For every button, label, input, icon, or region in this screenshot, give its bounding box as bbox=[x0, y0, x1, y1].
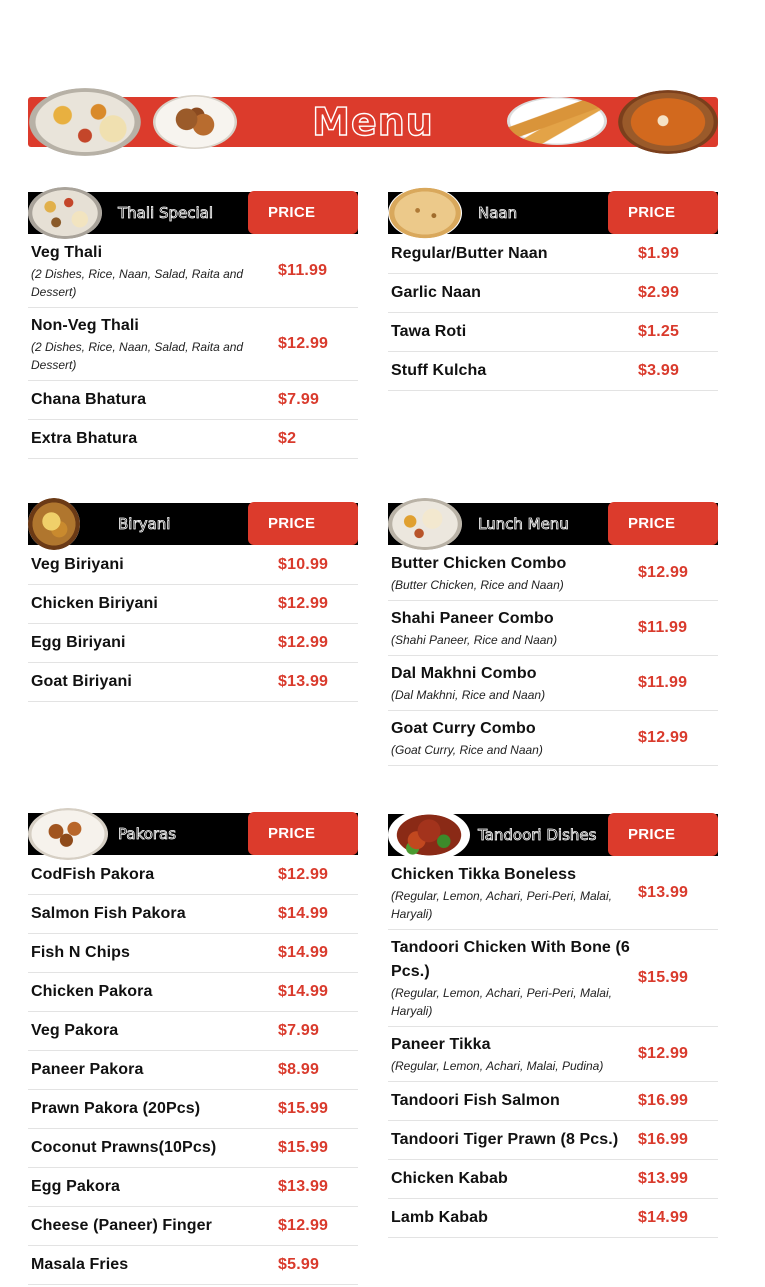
menu-item-name: Regular/Butter Naan bbox=[391, 245, 548, 262]
menu-item-row bbox=[28, 895, 358, 934]
menu-item-price: $8.99 bbox=[278, 1061, 320, 1078]
menu-item-info bbox=[31, 1253, 278, 1277]
menu-item-row bbox=[28, 1246, 358, 1285]
menu-item-info bbox=[31, 863, 278, 887]
menu-item-price: $11.99 bbox=[638, 619, 688, 636]
menu-item-price: $11.99 bbox=[638, 674, 688, 691]
menu-item-info bbox=[391, 242, 638, 266]
menu-item-name: Chicken Kabab bbox=[391, 1170, 508, 1187]
menu-item-name: Egg Biriyani bbox=[31, 634, 126, 651]
menu-item-description: (2 Dishes, Rice, Naan, Salad, Raita and Dessert) bbox=[31, 340, 244, 372]
menu-item-price: $12.99 bbox=[278, 335, 329, 352]
menu-item-price: $13.99 bbox=[638, 884, 689, 901]
menu-item-info bbox=[31, 1136, 278, 1160]
price-header: PRICE bbox=[608, 813, 718, 856]
menu-item-name: Chicken Biriyani bbox=[31, 595, 158, 612]
naan-image bbox=[388, 187, 462, 239]
menu-item-row bbox=[28, 663, 358, 702]
thali-image bbox=[28, 187, 102, 239]
menu-item-info bbox=[391, 1033, 638, 1075]
menu-item-name: Tawa Roti bbox=[391, 323, 467, 340]
price-header: PRICE bbox=[248, 812, 358, 855]
menu-item-row bbox=[28, 1012, 358, 1051]
menu-item-price: $12.99 bbox=[278, 866, 329, 883]
section-pakoras bbox=[28, 812, 358, 1285]
menu-item-price: $15.99 bbox=[638, 969, 689, 986]
section-naan bbox=[388, 191, 718, 391]
section-lunch-menu bbox=[388, 502, 718, 766]
price-header: PRICE bbox=[608, 191, 718, 234]
menu-item-name: Extra Bhatura bbox=[31, 430, 138, 447]
section-title: Tandoori Dishes bbox=[478, 826, 597, 844]
menu-item-price: $14.99 bbox=[278, 983, 329, 1000]
menu-item-row bbox=[28, 973, 358, 1012]
menu-item-row bbox=[28, 381, 358, 420]
menu-item-row bbox=[388, 235, 718, 274]
menu-item-row bbox=[28, 1129, 358, 1168]
menu-item-info bbox=[31, 427, 278, 451]
menu-item-price: $13.99 bbox=[638, 1170, 689, 1187]
menu-item-name: Tandoori Tiger Prawn (8 Pcs.) bbox=[391, 1131, 619, 1148]
menu-item-name: Dal Makhni Combo bbox=[391, 665, 537, 682]
menu-item-info bbox=[31, 1097, 278, 1121]
section-header bbox=[28, 191, 358, 235]
menu-item-row bbox=[388, 1027, 718, 1082]
menu-item-description: (Dal Makhni, Rice and Naan) bbox=[391, 688, 546, 702]
menu-item-price: $12.99 bbox=[638, 729, 689, 746]
menu-item-name: CodFish Pakora bbox=[31, 866, 155, 883]
tandoori-chicken-image bbox=[388, 809, 470, 861]
menu-item-price: $12.99 bbox=[638, 1045, 689, 1062]
menu-item-info bbox=[31, 1058, 278, 1082]
menu-item-info bbox=[31, 1214, 278, 1238]
menu-item-name: Veg Pakora bbox=[31, 1022, 119, 1039]
menu-item-info bbox=[391, 320, 638, 344]
menu-item-name: Non-Veg Thali bbox=[31, 317, 139, 334]
menu-item-row bbox=[28, 1168, 358, 1207]
menu-item-price: $12.99 bbox=[278, 595, 329, 612]
menu-item-description: (Regular, Lemon, Achari, Malai, Pudina) bbox=[391, 1059, 604, 1073]
menu-item-name: Cheese (Paneer) Finger bbox=[31, 1217, 212, 1234]
menu-item-info bbox=[391, 662, 638, 704]
menu-item-price: $14.99 bbox=[638, 1209, 689, 1226]
menu-item-price: $11.99 bbox=[278, 262, 328, 279]
menu-item-row bbox=[388, 313, 718, 352]
menu-item-price: $2.99 bbox=[638, 284, 680, 301]
menu-item-info bbox=[31, 1019, 278, 1043]
menu-item-info bbox=[31, 241, 278, 301]
menu-item-name: Masala Fries bbox=[31, 1256, 129, 1273]
section-tandoori-dishes bbox=[388, 813, 718, 1238]
menu-item-price: $13.99 bbox=[278, 1178, 329, 1195]
menu-item-row bbox=[388, 352, 718, 391]
section-header bbox=[28, 502, 358, 546]
menu-item-info bbox=[391, 863, 638, 923]
menu-item-price: $15.99 bbox=[278, 1139, 329, 1156]
menu-item-name: Tandoori Chicken With Bone (6 Pcs.) bbox=[391, 939, 630, 980]
menu-item-info bbox=[391, 607, 638, 649]
menu-item-name: Fish N Chips bbox=[31, 944, 130, 961]
menu-item-row bbox=[388, 857, 718, 930]
section-title: Thali Special bbox=[118, 204, 214, 222]
menu-item-price: $12.99 bbox=[278, 1217, 329, 1234]
menu-item-price: $1.99 bbox=[638, 245, 680, 262]
menu-item-info bbox=[391, 552, 638, 594]
menu-item-row bbox=[388, 1082, 718, 1121]
menu-item-row bbox=[28, 1090, 358, 1129]
menu-item-row bbox=[388, 1199, 718, 1238]
menu-item-row bbox=[388, 930, 718, 1027]
menu-item-name: Lamb Kabab bbox=[391, 1209, 489, 1226]
menu-item-info bbox=[391, 359, 638, 383]
menu-item-info bbox=[31, 980, 278, 1004]
menu-item-name: Garlic Naan bbox=[391, 284, 482, 301]
menu-item-name: Paneer Pakora bbox=[31, 1061, 144, 1078]
menu-item-name: Stuff Kulcha bbox=[391, 362, 487, 379]
menu-item-info bbox=[31, 553, 278, 577]
menu-item-price: $13.99 bbox=[278, 673, 329, 690]
menu-item-info bbox=[31, 592, 278, 616]
pakora-plate-image bbox=[153, 95, 237, 149]
menu-item-name: Goat Curry Combo bbox=[391, 720, 536, 737]
menu-item-row bbox=[28, 420, 358, 459]
menu-item-price: $7.99 bbox=[278, 391, 320, 408]
menu-item-row bbox=[388, 546, 718, 601]
menu-item-info bbox=[391, 717, 638, 759]
thali-plate-image bbox=[29, 88, 141, 156]
section-title: Biryani bbox=[118, 515, 171, 533]
menu-item-row bbox=[388, 1160, 718, 1199]
menu-item-description: (Butter Chicken, Rice and Naan) bbox=[391, 578, 564, 592]
section-title: Naan bbox=[478, 204, 518, 222]
section-header bbox=[388, 502, 718, 546]
menu-item-row bbox=[28, 546, 358, 585]
menu-item-info bbox=[391, 1089, 638, 1113]
menu-item-row bbox=[388, 711, 718, 766]
menu-item-price: $12.99 bbox=[638, 564, 689, 581]
menu-item-price: $1.25 bbox=[638, 323, 680, 340]
menu-item-description: (Regular, Lemon, Achari, Peri-Peri, Malai, Haryali) bbox=[391, 986, 612, 1018]
menu-item-price: $7.99 bbox=[278, 1022, 320, 1039]
menu-item-price: $16.99 bbox=[638, 1131, 689, 1148]
menu-item-row bbox=[28, 1207, 358, 1246]
menu-item-price: $5.99 bbox=[278, 1256, 320, 1273]
section-title: Lunch Menu bbox=[478, 515, 569, 533]
menu-item-info bbox=[391, 1206, 638, 1230]
menu-item-name: Goat Biriyani bbox=[31, 673, 132, 690]
menu-item-info bbox=[31, 388, 278, 412]
section-biryani bbox=[28, 502, 358, 702]
menu-item-row bbox=[28, 934, 358, 973]
menu-item-name: Egg Pakora bbox=[31, 1178, 121, 1195]
menu-item-info bbox=[31, 314, 278, 374]
menu-item-info bbox=[31, 902, 278, 926]
menu-item-row bbox=[388, 1121, 718, 1160]
menu-item-price: $12.99 bbox=[278, 634, 329, 651]
menu-item-name: Chicken Tikka Boneless bbox=[391, 866, 577, 883]
menu-item-description: (2 Dishes, Rice, Naan, Salad, Raita and Dessert) bbox=[31, 267, 244, 299]
menu-item-description: (Goat Curry, Rice and Naan) bbox=[391, 743, 543, 757]
menu-item-info bbox=[31, 670, 278, 694]
menu-item-name: Chana Bhatura bbox=[31, 391, 147, 408]
menu-item-price: $15.99 bbox=[278, 1100, 329, 1117]
menu-item-name: Tandoori Fish Salmon bbox=[391, 1092, 560, 1109]
menu-item-name: Chicken Pakora bbox=[31, 983, 153, 1000]
section-title: Pakoras bbox=[118, 825, 177, 843]
menu-item-row bbox=[28, 308, 358, 381]
menu-item-name: Salmon Fish Pakora bbox=[31, 905, 186, 922]
menu-item-description: (Shahi Paneer, Rice and Naan) bbox=[391, 633, 558, 647]
menu-item-price: $14.99 bbox=[278, 905, 329, 922]
menu-item-row bbox=[28, 235, 358, 308]
menu-item-row bbox=[28, 856, 358, 895]
lunch-thali-image bbox=[388, 498, 462, 550]
price-header: PRICE bbox=[248, 191, 358, 234]
curry-bowl-image bbox=[618, 90, 718, 154]
price-header: PRICE bbox=[608, 502, 718, 545]
menu-item-info bbox=[391, 1167, 638, 1191]
spring-roll-plate-image bbox=[507, 97, 607, 145]
menu-item-price: $16.99 bbox=[638, 1092, 689, 1109]
menu-item-info bbox=[31, 1175, 278, 1199]
menu-item-name: Coconut Prawns(10Pcs) bbox=[31, 1139, 217, 1156]
menu-item-name: Paneer Tikka bbox=[391, 1036, 491, 1053]
menu-item-row bbox=[28, 624, 358, 663]
menu-item-row bbox=[28, 585, 358, 624]
menu-item-row bbox=[388, 656, 718, 711]
section-thali-special bbox=[28, 191, 358, 459]
menu-item-info bbox=[391, 936, 638, 1020]
menu-item-price: $2 bbox=[278, 430, 297, 447]
menu-item-price: $14.99 bbox=[278, 944, 329, 961]
menu-item-info bbox=[31, 941, 278, 965]
section-header bbox=[388, 191, 718, 235]
menu-item-row bbox=[28, 1051, 358, 1090]
section-header bbox=[388, 813, 718, 857]
menu-item-name: Prawn Pakora (20Pcs) bbox=[31, 1100, 201, 1117]
menu-item-name: Butter Chicken Combo bbox=[391, 555, 567, 572]
biryani-image bbox=[28, 498, 80, 550]
menu-item-name: Veg Biriyani bbox=[31, 556, 124, 573]
section-header bbox=[28, 812, 358, 856]
menu-item-info bbox=[391, 1128, 638, 1152]
menu-item-info bbox=[391, 281, 638, 305]
menu-item-name: Shahi Paneer Combo bbox=[391, 610, 554, 627]
pakora-image bbox=[28, 808, 108, 860]
price-header: PRICE bbox=[248, 502, 358, 545]
menu-item-info bbox=[31, 631, 278, 655]
menu-item-price: $3.99 bbox=[638, 362, 680, 379]
menu-item-name: Veg Thali bbox=[31, 244, 103, 261]
menu-item-row bbox=[388, 601, 718, 656]
banner-title: Menu bbox=[312, 100, 434, 144]
menu-item-description: (Regular, Lemon, Achari, Peri-Peri, Malai, Haryali) bbox=[391, 889, 612, 921]
menu-item-row bbox=[388, 274, 718, 313]
menu-item-price: $10.99 bbox=[278, 556, 329, 573]
